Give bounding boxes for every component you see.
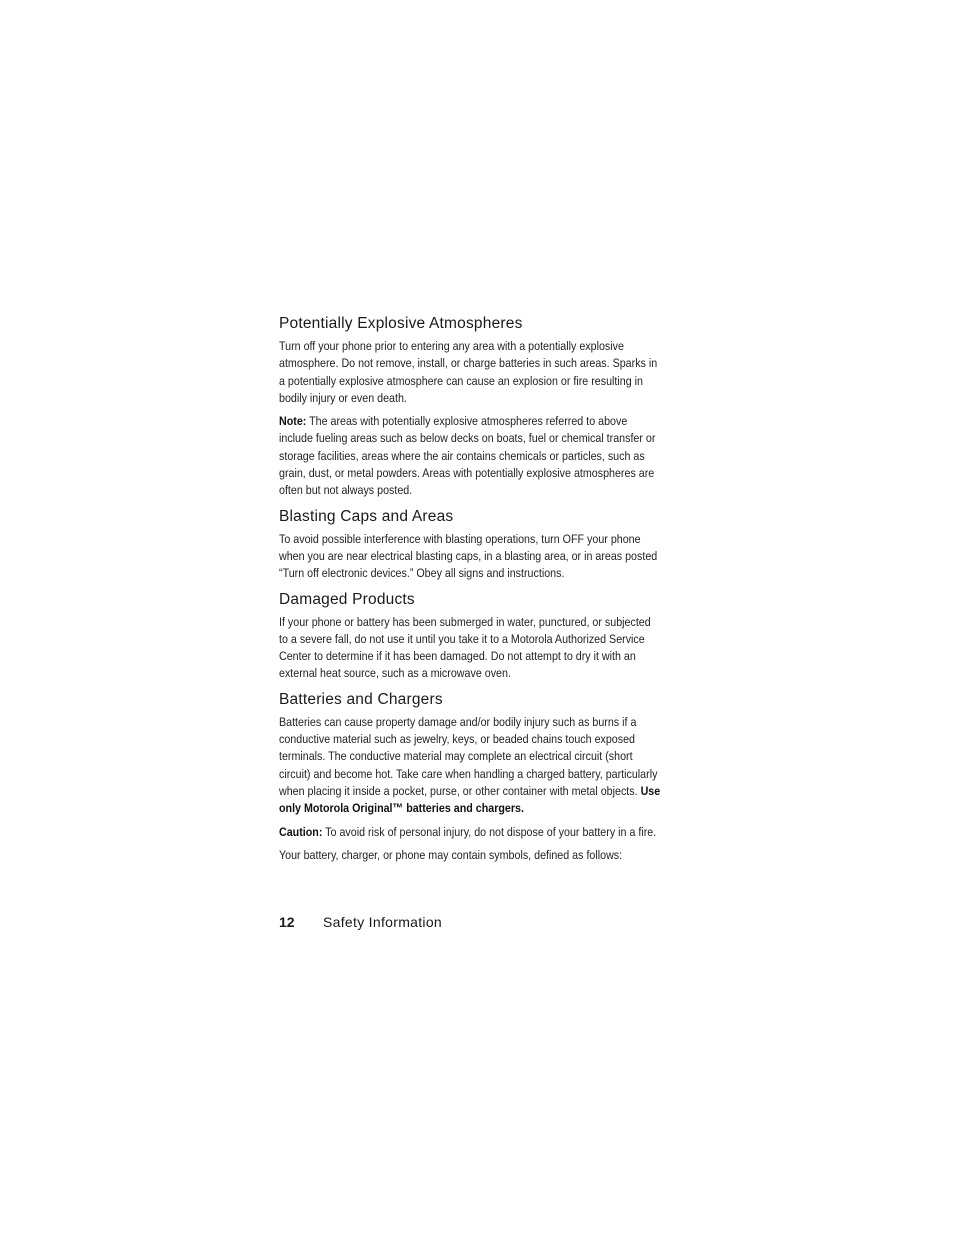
paragraph-blasting-caps: To avoid possible interference with blasting operations, turn OFF your phone when you are near electrical blasting caps, in a blasting area, or in areas posted “Turn off electronic devices.” Obey all signs and instructions. xyxy=(279,531,658,581)
paragraph-explosive-atmospheres: Turn off your phone prior to entering any area with a potentially explosive atmosphere. Do not remove, install, or charge batteries in such areas. Sparks in a potentially explosive atmosphere can cause an explosion or fire resulting in bodily injury or even death. xyxy=(279,339,658,405)
note-label: Note: xyxy=(279,414,307,429)
batteries-bold-text: Use only Motorola Original™ batteries and chargers. xyxy=(279,783,661,816)
page-number: 12 xyxy=(279,914,295,930)
heading-damaged-products: Damaged Products xyxy=(279,590,415,608)
paragraph-damaged-products: If your phone or battery has been submerged in water, punctured, or subjected to a severe fall, do not use it until you take it to a Motorola Authorized Service Center to determine if it has been damaged. Do not attempt to dry it with an external heat source, such as a microwave oven. xyxy=(279,614,651,681)
page-footer xyxy=(279,913,679,933)
heading-batteries-chargers: Batteries and Chargers xyxy=(279,690,443,708)
symbols-intro-paragraph: Your battery, charger, or phone may contain symbols, defined as follows: xyxy=(279,847,623,862)
note-text: The areas with potentially explosive atmospheres referred to above include fueling areas such as below decks on boats, fuel or chemical transfer or storage facilities, areas where the air contains chemicals or particles, such as grain, dust, or metal powders. Areas with potentially explosive atmospheres are often but not always posted. xyxy=(279,414,656,498)
note-paragraph xyxy=(279,413,661,499)
footer-section-title: Safety Information xyxy=(323,914,443,930)
heading-blasting-caps: Blasting Caps and Areas xyxy=(279,507,454,525)
caution-label: Caution: xyxy=(279,824,323,839)
caution-text: To avoid risk of personal injury, do not dispose of your battery in a fire. xyxy=(322,824,657,839)
heading-explosive-atmospheres: Potentially Explosive Atmospheres xyxy=(279,315,523,332)
page-content xyxy=(279,313,661,870)
batteries-text: Batteries can cause property damage and/or bodily injury such as burns if a conductive material such as jewelry, keys, or beaded chains touch exposed terminals. The conductive material may complete an electrical circuit (short circuit) and become hot. Take care when handling a charged battery, particularly when placing it inside a pocket, purse, or other container with metal objects. xyxy=(279,714,658,798)
caution-paragraph xyxy=(279,824,661,841)
paragraph-batteries-chargers xyxy=(279,714,661,818)
